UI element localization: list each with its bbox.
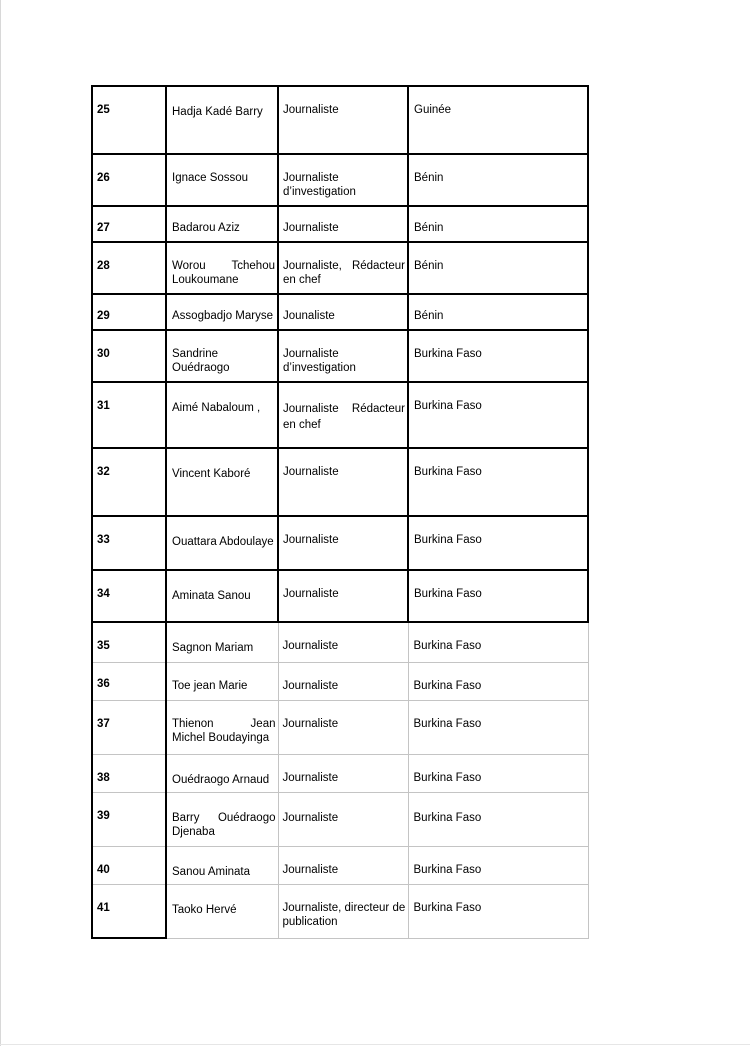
table-row (92, 570, 588, 622)
row-number: 27 (92, 206, 166, 242)
country-cell: Burkina Faso (408, 846, 588, 884)
table-row (92, 754, 588, 792)
name-cell: Ignace Sossou (166, 154, 278, 206)
country-cell: Burkina Faso (408, 570, 588, 622)
table-row (92, 330, 588, 382)
role-cell: Journaliste (278, 792, 408, 846)
role-cell: Journaliste (278, 622, 408, 662)
name-cell: Aimé Nabaloum , (166, 382, 278, 448)
row-number: 40 (92, 846, 166, 884)
name-cell: Vincent Kaboré (166, 448, 278, 516)
row-number: 39 (92, 792, 166, 846)
name-cell: Worou Tchehou Loukoumane (166, 242, 278, 294)
country-cell: Bénin (408, 206, 588, 242)
role-cell: Journaliste (278, 516, 408, 570)
table-row (92, 792, 588, 846)
row-number: 41 (92, 884, 166, 938)
name-cell: Aminata Sanou (166, 570, 278, 622)
name-cell: Toe jean Marie (166, 662, 278, 700)
row-number: 35 (92, 622, 166, 662)
role-cell: Journaliste (278, 86, 408, 154)
name-cell: Sandrine Ouédraogo (166, 330, 278, 382)
country-cell: Burkina Faso (408, 792, 588, 846)
row-number: 26 (92, 154, 166, 206)
row-number: 29 (92, 294, 166, 330)
country-cell: Bénin (408, 294, 588, 330)
country-cell: Bénin (408, 154, 588, 206)
page-edge (0, 1044, 750, 1045)
country-cell: Guinée (408, 86, 588, 154)
role-cell: Journaliste (278, 846, 408, 884)
country-cell: Burkina Faso (408, 884, 588, 938)
table-row (92, 86, 588, 154)
role-cell: Journaliste, directeur de publication (278, 884, 408, 938)
table-row (92, 846, 588, 884)
row-number: 30 (92, 330, 166, 382)
name-cell: Hadja Kadé Barry (166, 86, 278, 154)
row-number: 38 (92, 754, 166, 792)
row-number: 37 (92, 700, 166, 754)
name-cell: Sagnon Mariam (166, 622, 278, 662)
role-cell: Journaliste, Rédacteur en chef (278, 242, 408, 294)
participants-table (91, 85, 589, 939)
role-cell: Journaliste (278, 754, 408, 792)
country-cell: Burkina Faso (408, 754, 588, 792)
role-cell: Journaliste Rédacteur en chef (278, 382, 408, 448)
name-cell: Ouédraogo Arnaud (166, 754, 278, 792)
role-cell: Journaliste (278, 570, 408, 622)
role-cell: Journaliste (278, 448, 408, 516)
row-number: 25 (92, 86, 166, 154)
country-cell: Burkina Faso (408, 622, 588, 662)
role-cell: Journaliste d’investigation (278, 330, 408, 382)
table-row (92, 884, 588, 938)
table-row (92, 382, 588, 448)
name-cell: Badarou Aziz (166, 206, 278, 242)
page-edge (0, 0, 1, 1046)
row-number: 31 (92, 382, 166, 448)
table-row (92, 622, 588, 662)
name-cell: Assogbadjo Maryse (166, 294, 278, 330)
name-cell: Ouattara Abdoulaye (166, 516, 278, 570)
row-number: 33 (92, 516, 166, 570)
country-cell: Burkina Faso (408, 700, 588, 754)
table-row (92, 662, 588, 700)
row-number: 36 (92, 662, 166, 700)
country-cell: Bénin (408, 242, 588, 294)
country-cell: Burkina Faso (408, 382, 588, 448)
row-number: 34 (92, 570, 166, 622)
role-cell: Jounaliste (278, 294, 408, 330)
country-cell: Burkina Faso (408, 330, 588, 382)
name-cell: Thienon Jean Michel Boudayinga (166, 700, 278, 754)
table-row (92, 154, 588, 206)
table-row (92, 294, 588, 330)
name-cell: Taoko Hervé (166, 884, 278, 938)
row-number: 32 (92, 448, 166, 516)
country-cell: Burkina Faso (408, 662, 588, 700)
table-row (92, 242, 588, 294)
country-cell: Burkina Faso (408, 448, 588, 516)
row-number: 28 (92, 242, 166, 294)
table-row (92, 206, 588, 242)
table-row (92, 516, 588, 570)
table-row (92, 448, 588, 516)
country-cell: Burkina Faso (408, 516, 588, 570)
name-cell: Sanou Aminata (166, 846, 278, 884)
table-row (92, 700, 588, 754)
name-cell: Barry Ouédraogo Djenaba (166, 792, 278, 846)
role-cell: Journaliste (278, 206, 408, 242)
role-cell: Journaliste (278, 700, 408, 754)
role-cell: Journaliste (278, 662, 408, 700)
role-cell: Journaliste d’investigation (278, 154, 408, 206)
